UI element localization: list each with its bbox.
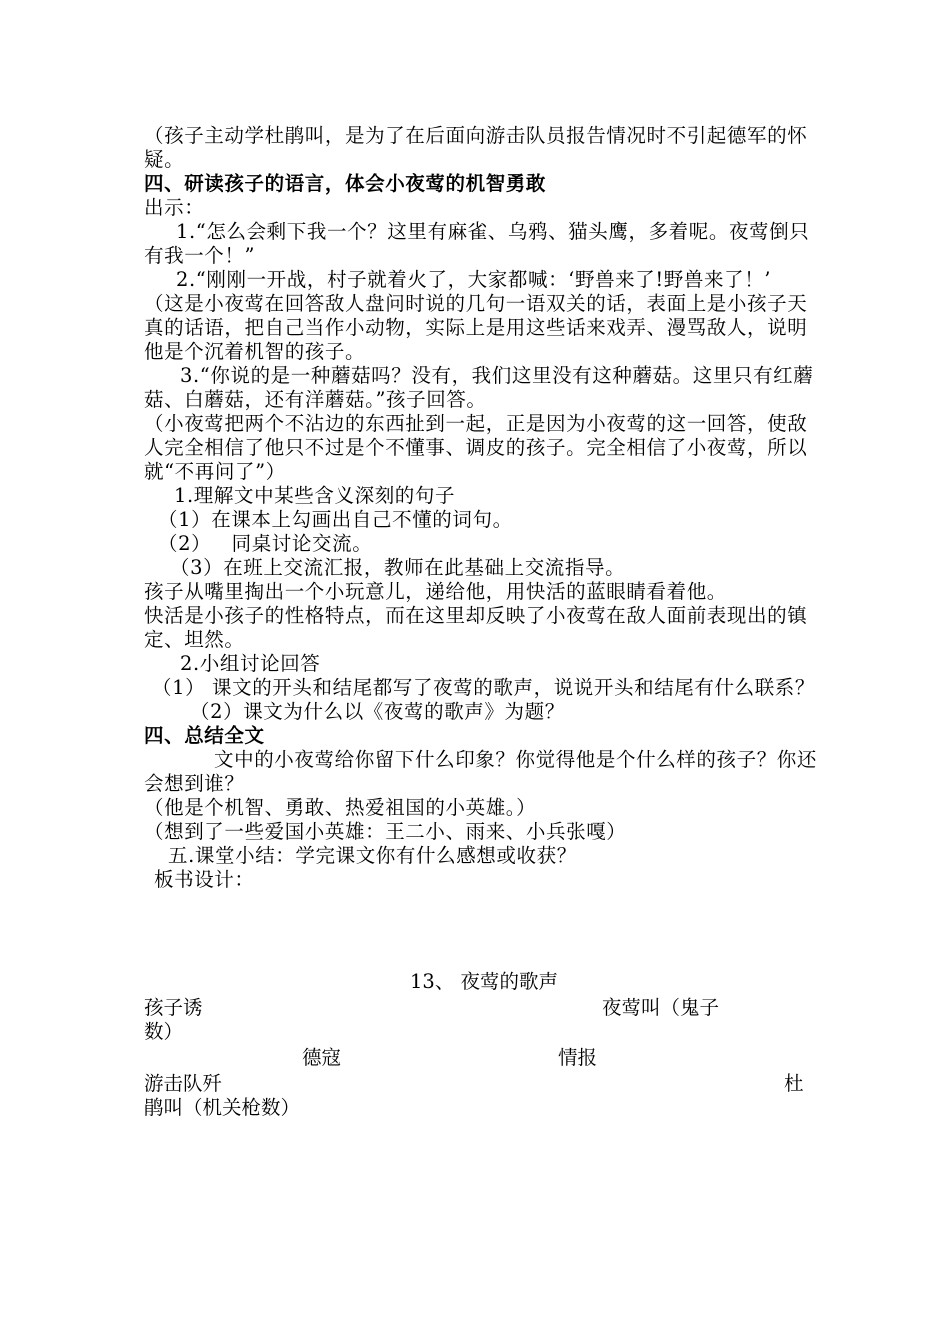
paragraph: 板书设计： <box>154 868 255 891</box>
board-left-bottom: 游击队歼 <box>144 1072 223 1095</box>
board-right-top: 夜莺叫（鬼子 <box>602 996 720 1019</box>
paragraph: （2）课文为什么以《夜莺的歌声》为题？ <box>190 700 565 723</box>
board-left-top: 孩子诱 <box>144 996 203 1019</box>
document-body <box>144 124 824 892</box>
section-heading: 四、总结全文 <box>144 724 265 747</box>
board-left-top-cont: 数） <box>144 1020 184 1043</box>
paragraph: （1） 课文的开头和结尾都写了夜莺的歌声，说说开头和结尾有什么联系？ <box>152 676 816 699</box>
paragraph: （他是个机智、勇敢、热爱祖国的小英雄。） <box>144 796 537 819</box>
paragraph: 2.“刚刚一开战，村子就着火了，大家都喊：‘野兽来了!野兽来了！’ <box>176 268 772 291</box>
board-title: 13、 夜莺的歌声 <box>410 970 559 993</box>
paragraph: 1.理解文中某些含义深刻的句子 <box>174 484 456 507</box>
paragraph: （3）在班上交流汇报，教师在此基础上交流指导。 <box>170 556 626 579</box>
section-heading: 四、研读孩子的语言，体会小夜莺的机智勇敢 <box>144 172 547 195</box>
paragraph: 2.小组讨论回答 <box>180 652 321 675</box>
paragraph: 出示： <box>144 196 205 219</box>
paragraph: 快活是小孩子的性格特点，而在这里却反映了小夜莺在敌人面前表现出的镇定、坦然。 <box>144 604 808 651</box>
paragraph: 孩子从嘴里掏出一个小玩意儿，递给他，用快活的蓝眼睛看着他。 <box>144 580 727 603</box>
board-mid-left: 德寇 <box>302 1046 342 1069</box>
board-right-bottom: 杜 <box>784 1072 804 1095</box>
paragraph: （这是小夜莺在回答敌人盘问时说的几句一语双关的话，表面上是小孩子天真的话语，把自己当作小动物，实际上是用这些话来戏弄、漫骂敌人，说明他是个沉着机智的孩子。 <box>144 292 808 363</box>
paragraph: （孩子主动学杜鹃叫，是为了在后面向游击队员报告情况时不引起德军的怀疑。 <box>144 124 808 171</box>
paragraph: 1.“怎么会剩下我一个？这里有麻雀、乌鸦、猫头鹰，多着呢。夜莺倒只有我一个！” <box>144 220 810 267</box>
board-left-bottom-cont: 鹃叫（机关枪数） <box>144 1096 301 1119</box>
paragraph: （1）在课本上勾画出自己不懂的词句。 <box>158 508 513 531</box>
paragraph: （2） 同桌讨论交流。 <box>158 532 373 555</box>
paragraph: （小夜莺把两个不沾边的东西扯到一起，正是因为小夜莺的这一回答，使敌人完全相信了他只不过是个不懂事、调皮的孩子。完全相信了小夜莺，所以就“不再问了”） <box>144 412 808 483</box>
paragraph: 五.课堂小结：学完课文你有什么感想或收获？ <box>168 844 577 867</box>
paragraph: （想到了一些爱国小英雄：王二小、雨来、小兵张嘎） <box>144 820 627 843</box>
paragraph: 3.“你说的是一种蘑菇吗？没有，我们这里没有这种蘑菇。这里只有红蘑菇、白蘑菇，还有洋蘑菇。”孩子回答。 <box>144 364 814 411</box>
paragraph: 文中的小夜莺给你留下什么印象？你觉得他是个什么样的孩子？你还会想到谁？ <box>144 748 818 795</box>
board-mid-right: 情报 <box>558 1046 598 1069</box>
board-design <box>144 970 824 1130</box>
